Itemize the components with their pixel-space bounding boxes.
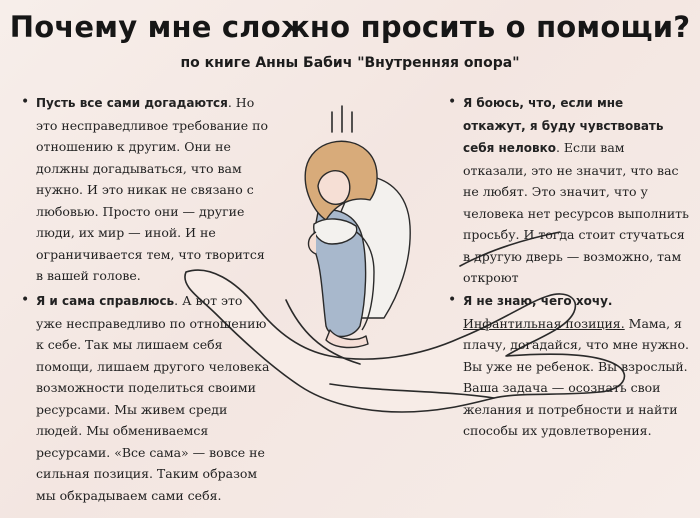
crouched-woman-icon [305,141,410,347]
bullet-icon: • [448,292,457,308]
point-text: . А вот это уже несправедливо по отношению к себе. Так мы лишаем себя помощи, лишаем другого человека возможности поделиться своими ресурсами. Мы живем среди людей. Мы обмениваемся ресурсами. «Все сама» — вовсе не сильная позиция. Таким образом мы обкрадываем сами себя. [36,293,270,503]
bullet-icon: • [21,292,30,308]
point-text: . Но это несправедливое требование по отношению к другим. Они не должны догадываться, что вам нужно. И это никак не связано с любовью. Просто они — другие люди, их мир — иной. И не ограничивается тем, что творится в вашей голове. [36,95,269,283]
bullet-icon: • [448,94,457,110]
point-block-3 [448,92,689,289]
point-heading: Пусть все сами догадаются [36,96,228,110]
point-heading: Я не знаю, чего хочу. [463,294,613,308]
point-underlined-text: Инфантильная позиция. [463,315,625,331]
point-block-4 [448,290,695,442]
bullet-icon: • [21,94,30,110]
point-text: . Если вам отказали, это не значит, что вас не любят. Это значит, что у человека нет ресурсов выполнить просьбу. И тогда стоит стучаться в другую дверь — возможно, там откроют [463,140,689,285]
page-title: Почему мне сложно просить о помощи? [9,10,691,44]
point-block-1 [21,92,272,287]
page-subtitle: по книге Анны Бабич "Внутренняя опора" [180,55,520,71]
point-text: Мама, я плачу, догадайся, что мне нужно. Вы уже не ребенок. Вы взрослый. Ваша задача — осознать свои желания и потребности и найти способы их удовлетворения. [463,315,689,438]
point-block-2 [21,290,272,506]
stress-lines-icon [332,106,352,132]
point-heading: Я и сама справлюсь [36,294,175,308]
point-heading: Я боюсь, что, если мне откажут, я буду чувствовать себя неловко [463,96,664,155]
